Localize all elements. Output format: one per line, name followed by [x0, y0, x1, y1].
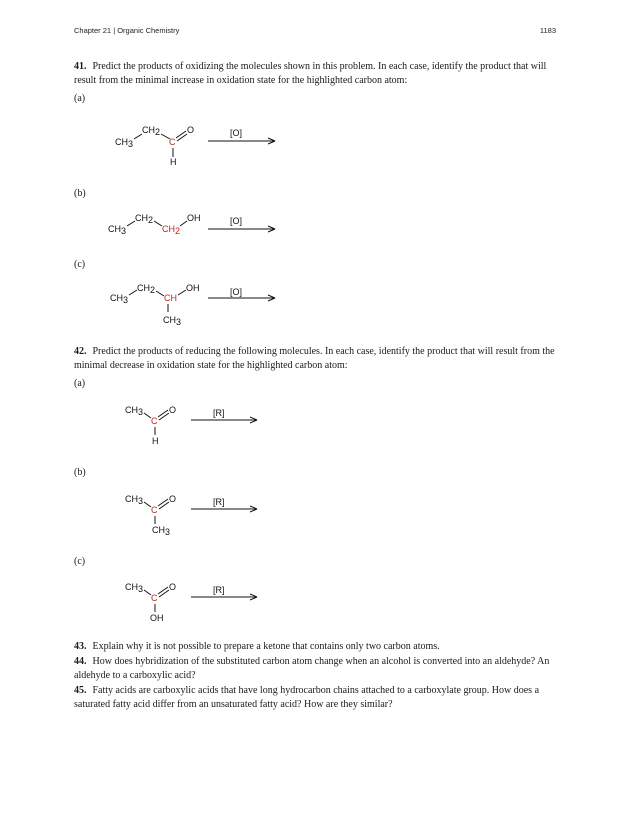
svg-text:C: C [151, 505, 158, 515]
svg-text:CH3: CH3 [163, 315, 182, 327]
svg-text:CH3: CH3 [115, 137, 134, 149]
question-42 [74, 345, 558, 373]
part-label: (b) [74, 467, 86, 478]
svg-text:CH3: CH3 [125, 494, 144, 506]
svg-text:OH: OH [150, 613, 164, 623]
svg-text:CH2: CH2 [137, 283, 156, 295]
part-label: (c) [74, 259, 86, 270]
question-43 [74, 640, 558, 654]
molecule-41c [100, 277, 290, 332]
svg-text:CH3: CH3 [152, 525, 171, 537]
svg-text:C: C [151, 593, 158, 603]
page-number: 1183 [539, 26, 556, 35]
question-text: Predict the products of reducing the following molecules. In each case, identify the product that will result from the minimal decrease in oxidation state for the highlighted carbon atom: [74, 346, 555, 371]
svg-text:[O]: [O] [230, 216, 243, 226]
part-label: (a) [74, 93, 86, 104]
svg-text:C: C [169, 137, 176, 147]
question-text: Explain why it is not possible to prepare a ketone that contains only two carbon atoms. [92, 641, 440, 652]
part-label: (b) [74, 188, 86, 199]
question-number: 41. [74, 61, 87, 72]
molecule-42c [115, 575, 275, 630]
molecule-42a [115, 398, 275, 453]
svg-text:OH: OH [186, 283, 200, 293]
molecule-41b [100, 208, 290, 248]
question-number: 42. [74, 346, 87, 357]
svg-text:CH2: CH2 [135, 213, 154, 225]
svg-text:O: O [169, 582, 177, 592]
question-text: Predict the products of oxidizing the molecules shown in this problem. In each case, identify the product that will result from the minimal increase in oxidation state for the highlighted carbon atom: [74, 61, 547, 86]
molecule-42b [115, 487, 275, 542]
svg-text:[R]: [R] [213, 497, 225, 507]
svg-text:[O]: [O] [230, 128, 243, 138]
svg-text:C: C [151, 416, 158, 426]
svg-text:CH: CH [164, 293, 177, 303]
question-number: 43. [74, 641, 87, 652]
question-45 [74, 684, 558, 712]
svg-text:[R]: [R] [213, 585, 225, 595]
question-number: 45. [74, 685, 87, 696]
svg-text:CH3: CH3 [125, 582, 144, 594]
chapter-header: Chapter 21 | Organic Chemistry [74, 26, 180, 35]
molecule-41a [100, 115, 290, 175]
question-number: 44. [74, 656, 87, 667]
svg-text:H: H [170, 157, 177, 167]
svg-text:H: H [152, 436, 159, 446]
question-41 [74, 60, 558, 88]
svg-text:[R]: [R] [213, 408, 225, 418]
svg-text:O: O [187, 125, 195, 135]
question-44 [74, 655, 558, 683]
svg-text:OH: OH [187, 213, 201, 223]
question-text: How does hybridization of the substituted carbon atom change when an alcohol is converted into an aldehyde? An aldehyde to a carboxylic acid? [74, 656, 550, 681]
part-label: (a) [74, 378, 86, 389]
question-text: Fatty acids are carboxylic acids that have long hydrocarbon chains attached to a carboxylate group. How does a saturated fatty acid differ from an unsaturated fatty acid? How are they similar? [74, 685, 540, 710]
svg-text:O: O [169, 405, 177, 415]
svg-text:CH2: CH2 [142, 125, 161, 137]
svg-text:CH3: CH3 [110, 293, 129, 305]
svg-text:CH3: CH3 [108, 224, 127, 236]
svg-text:CH2: CH2 [162, 224, 181, 236]
svg-text:O: O [169, 494, 177, 504]
svg-text:[O]: [O] [230, 287, 243, 297]
svg-text:CH3: CH3 [125, 405, 144, 417]
part-label: (c) [74, 556, 86, 567]
